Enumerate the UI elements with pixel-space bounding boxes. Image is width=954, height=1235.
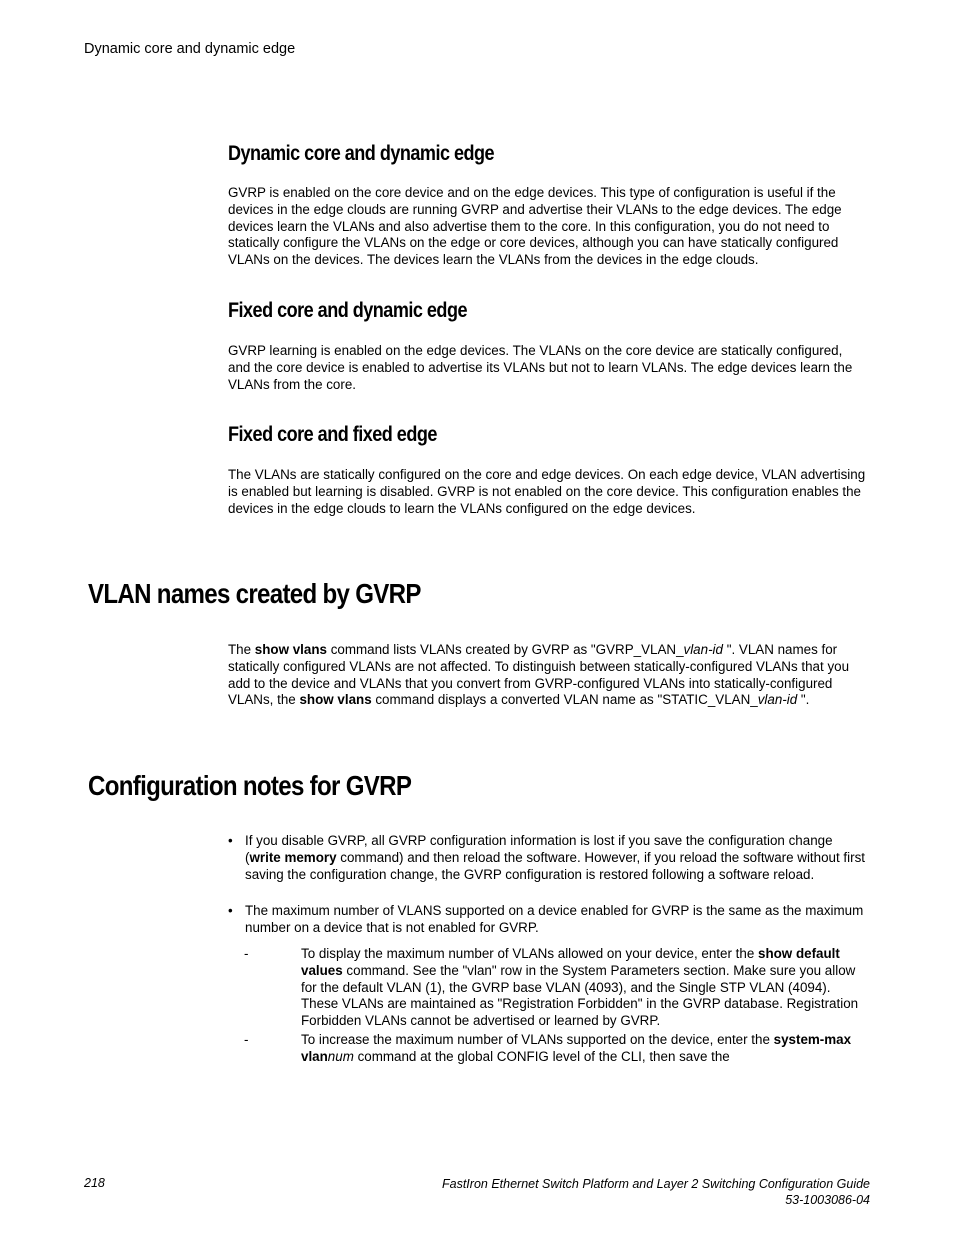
running-header: Dynamic core and dynamic edge: [84, 41, 296, 57]
list-item-text: The maximum number of VLANS supported on a device enabled for GVRP is the same as the maximum number on a device that is not enabled for GVRP.: [245, 903, 864, 935]
command-write-memory: write memory: [249, 849, 337, 865]
command-show-vlans: show vlans: [254, 642, 327, 657]
variable-vlan-id: vlan-id: [757, 692, 798, 708]
command-show-default-values: show default values: [301, 946, 840, 978]
variable-num: num: [327, 1048, 354, 1064]
list-item-text: If you disable GVRP, all GVRP configuration information is lost if you save the configuration change (write memory command) and then reload the software. However, if you reload the software without first saving the configuration change, the GVRP configuration is restored following a software reload.: [245, 833, 865, 882]
footer-guide-info: [442, 1176, 870, 1208]
sub-list-item-text: To display the maximum number of VLANs allowed on your device, enter the show default values command. See the "vlan" row in the System Parameters section. Make sure you allow for the default VLAN (1), the GVRP base VLAN (4093), and the Single STP VLAN (4094). These VLANs are maintained as "Registration Forbidden" in the GVRP database. Registration Forbidden VLANs cannot be advertised or learned by GVRP.: [301, 946, 859, 1029]
paragraph-fixed-core-dynamic-edge: GVRP learning is enabled on the edge devices. The VLANs on the core device are statically configured, and the core device is enabled to advertise its VLANs but not to learn VLANs. The edge devices learn the VLANs from the core.: [228, 343, 853, 392]
variable-vlan-id: vlan-id: [683, 642, 723, 657]
sub-list-item-text: To increase the maximum number of VLANs supported on the device, enter the system-max vlannum command at the global CONFIG level of the CLI, then save the: [301, 1032, 852, 1064]
heading-configuration-notes-for-gvrp: Configuration notes for GVRP: [88, 770, 412, 801]
paragraph-dynamic-core-dynamic-edge: GVRP is enabled on the core device and on the edge devices. This type of configuration is useful if the devices in the edge clouds are running GVRP and advertise their VLANs to the edge devices. The edge devices learn the VLANs and also advertise them to the core. In this configuration, you do not need to statically configure the VLANs on the edge or core devices, although you can have statically configured VLANs on the devices. The devices learn the VLANs from the devices in the edge clouds.: [228, 185, 842, 268]
heading-fixed-core-fixed-edge: Fixed core and fixed edge: [228, 423, 437, 446]
heading-fixed-core-dynamic-edge: Fixed core and dynamic edge: [228, 299, 467, 322]
document-number: 53-1003086-04: [785, 1193, 870, 1207]
dash-mark: -: [244, 946, 249, 961]
guide-title: FastIron Ethernet Switch Platform and Layer 2 Switching Configuration Guide: [442, 1177, 870, 1191]
command-system-max-vlan: system-max vlan: [301, 1032, 852, 1064]
heading-dynamic-core-dynamic-edge: Dynamic core and dynamic edge: [228, 142, 495, 165]
paragraph-fixed-core-fixed-edge: The VLANs are statically configured on the core and edge devices. On each edge device, VLAN advertising is enabled but learning is disabled. GVRP is not enabled on the core device. This configuration enables the devices in the edge clouds to learn the VLANs configured on the edge devices.: [228, 467, 866, 516]
page-number: 218: [84, 1176, 105, 1190]
command-show-vlans: show vlans: [299, 692, 372, 708]
paragraph-vlan-names: The show vlans command lists VLANs created by GVRP as "GVRP_VLAN_vlan-id ". VLAN names for statically configured VLANs are not affected. To distinguish between statically-configured VLANs that you add to the device and VLANs that you convert from GVRP-configured VLANs into statically-configured VLANs, the show vlans command displays a converted VLAN name as "STATIC_VLAN_vlan-id ".: [228, 642, 850, 708]
heading-vlan-names-created-by-gvrp: VLAN names created by GVRP: [88, 578, 421, 609]
bullet-mark: •: [228, 833, 233, 848]
bullet-mark: •: [228, 903, 233, 918]
dash-mark: -: [244, 1032, 249, 1047]
